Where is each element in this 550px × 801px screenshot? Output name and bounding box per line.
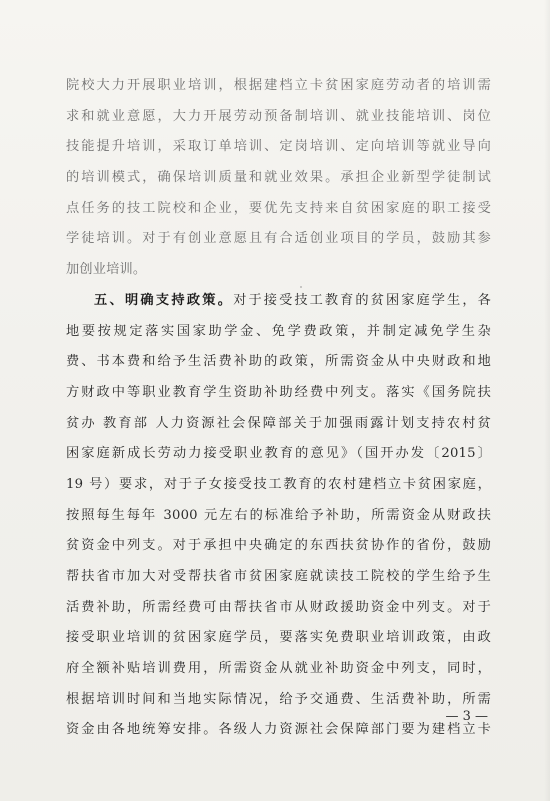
text-line: 接受职业培训的贫困家庭学员，要落实免费职业培训政策，由政: [66, 630, 491, 646]
text-line: 根据培训时间和当地实际情况，给予交通费、生活费补助，所需: [66, 691, 491, 707]
text-line: 活费补助，所需经费可由帮扶省市从财政援助资金中列支。对于: [66, 599, 491, 615]
body-text: [66, 71, 491, 746]
text-line: 学徒培训。对于有创业意愿且有合适创业项目的学员，鼓励其参: [66, 231, 491, 247]
text-line: 资金由各地统筹安排。各级人力资源社会保障部门要为建档立卡: [66, 722, 491, 738]
text-line: 技能提升培训，采取订单培训、定岗培训、定向培训等就业导向: [66, 139, 491, 155]
text-line: 府全额补贴培训费用，所需资金从就业补助资金中列支，同时，: [66, 661, 491, 677]
text-line: 加创业培训。: [66, 262, 147, 278]
text-line: 院校大力开展职业培训，根据建档立卡贫困家庭劳动者的培训需: [66, 78, 491, 93]
text-line: 19 号）要求，对于子女接受技工教育的农村建档立卡贫困家庭，: [66, 476, 491, 492]
text-line: 地要按规定落实国家助学金、免学费政策，并制定减免学生杂: [66, 323, 491, 339]
text-line: 求和就业意愿，大力开展劳动预备制培训、就业技能培训、岗位: [66, 108, 491, 124]
text-line: 点任务的技工院校和企业，要优先支持来自贫困家庭的职工接受: [66, 200, 491, 216]
scan-dust-speck: [300, 286, 302, 288]
scan-edge-shadow: [544, 0, 550, 801]
text-line: 按照每生每年 3000 元左右的标准给予补助，所需资金从财政扶: [66, 507, 491, 523]
text-line: 帮扶省市加大对受帮扶省市贫困家庭就读技工院校的学生给予生: [66, 569, 491, 584]
text-line: 贫资金中列支。对于承担中央确定的东西扶贫协作的省份，鼓励: [66, 538, 491, 554]
text-line: 困家庭新成长劳动力接受职业教育的意见》（国开办发〔2015〕: [66, 446, 491, 462]
section-first-line: [66, 286, 491, 317]
text-line: 费、书本费和给予生活费补助的政策，所需资金从中央财政和地: [66, 354, 491, 370]
section-heading: 五、明确支持政策。: [94, 292, 234, 308]
section-first-line-text: 对于接受技工教育的贫困家庭学生，各: [233, 292, 491, 308]
page-number: — 3 —: [445, 709, 488, 724]
text-line: 方财政中等职业教育学生资助补助经费中列支。落实《国务院扶: [66, 384, 491, 400]
text-line: 的培训模式，确保培训质量和就业效果。承担企业新型学徒制试: [66, 170, 491, 186]
text-line: 贫办 教育部 人力资源社会保障部关于加强雨露计划支持农村贫: [66, 415, 491, 431]
